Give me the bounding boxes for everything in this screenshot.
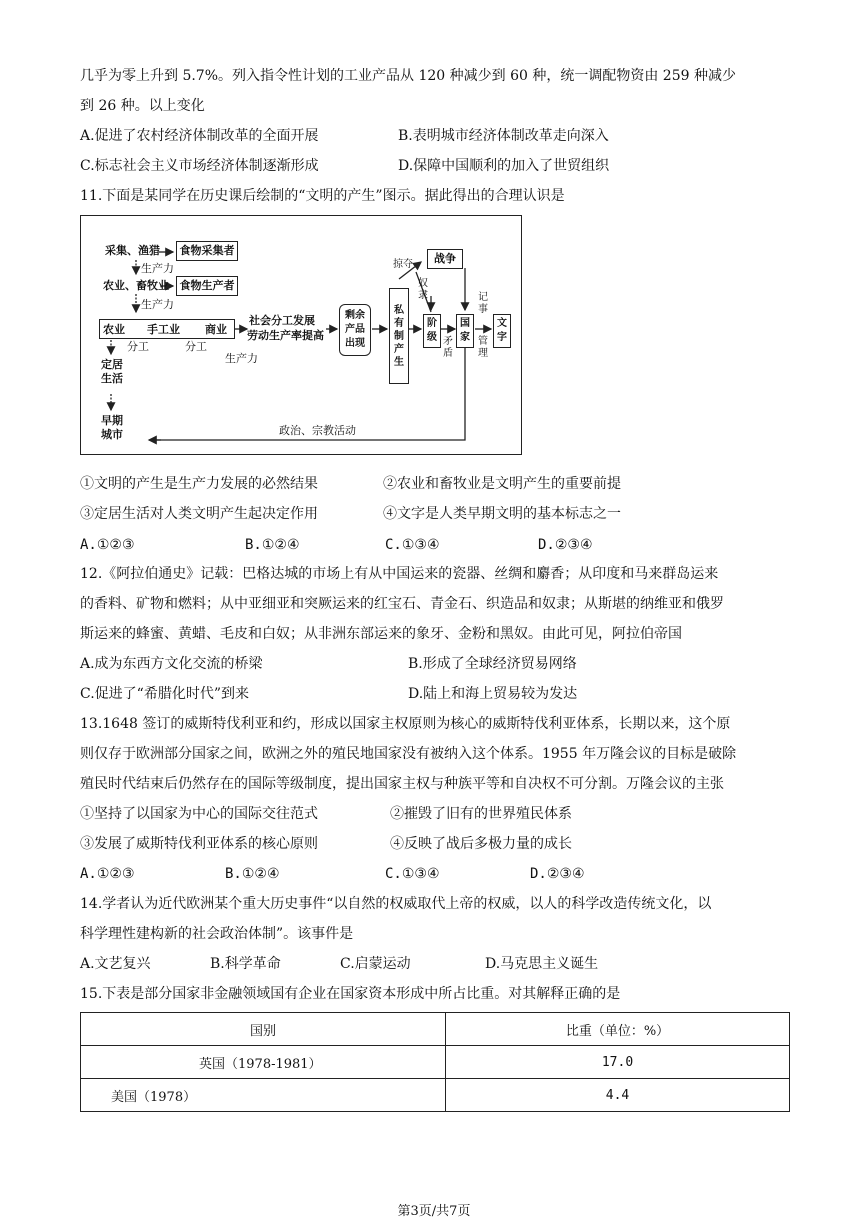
q13-line3: 殖民时代结束后仍然存在的国际等级制度，提出国家主权与种族平等和自决权不可分割。万隆会议的主张 (80, 776, 724, 792)
table-row (81, 1079, 790, 1112)
civilization-diagram (80, 215, 522, 455)
table-header-share: 比重（单位：%） (446, 1013, 790, 1046)
q13-line1: 13.1648 签订的威斯特伐利亚和约，形成以国家主权原则为核心的威斯特伐利亚体系，长期以来，这个原 (80, 716, 731, 732)
division-label-1: 分工 (127, 340, 149, 353)
q13-statement-4: ④反映了战后多极力量的成长 (390, 836, 572, 852)
q10-line1: 几乎为零上升到 5.7%。列入指令性计划的工业产品从 120 种减少到 60 种，统一调配物资由 259 种减少 (80, 68, 736, 84)
q11-option-a: A.①②③ (80, 537, 135, 553)
q11-stem: 11.下面是某同学在历史课后绘制的“文明的产生”图示。据此得出的合理认识是 (80, 188, 565, 204)
politics-religion-label: 政治、宗教活动 (279, 424, 356, 437)
agri-herd-label: 农业、畜牧业 (103, 279, 169, 292)
q13-option-b: B.①②④ (225, 866, 280, 882)
class-box: 阶级 (423, 314, 441, 348)
contradiction-label: 矛盾 (443, 336, 453, 359)
q10-option-b: B.表明城市经济体制改革走向深入 (398, 128, 609, 144)
war-box: 战争 (427, 249, 463, 269)
q10-option-c: C.标志社会主义市场经济体制逐渐形成 (80, 158, 319, 174)
productivity-label-3: 生产力 (225, 352, 258, 365)
table-header-country: 国别 (81, 1013, 446, 1046)
manage-label: 管理 (478, 336, 488, 359)
commerce-label: 商业 (205, 323, 227, 336)
table-cell-country: 美国（1978） (81, 1079, 446, 1112)
q14-line1: 14.学者认为近代欧洲某个重大历史事件“以自然的权威取代上帝的权威，以人的科学改造传统文化，以 (80, 896, 712, 912)
private-ownership-box: 私有制产生 (389, 288, 409, 384)
q11-option-d: D.②③④ (538, 537, 593, 553)
q10-option-a: A.促进了农村经济体制改革的全面开展 (80, 128, 319, 144)
q12-line3: 斯运来的蜂蜜、黄蜡、毛皮和白奴；从非洲东部运来的象牙、金粉和黑奴。由此可见，阿拉伯帝国 (80, 626, 682, 642)
q13-option-a: A.①②③ (80, 866, 135, 882)
q11-statement-1: ①文明的产生是生产力发展的必然结果 (80, 476, 318, 492)
page-footer: 第3页/共7页 (397, 1204, 471, 1219)
slave-label: 奴隶 (418, 278, 428, 301)
q10-line2: 到 26 种。以上变化 (80, 98, 205, 114)
q11-option-b: B.①②④ (245, 537, 300, 553)
table-cell-share: 17.0 (446, 1046, 790, 1079)
table-header-row (81, 1013, 790, 1046)
productivity-label-1: 生产力 (141, 262, 174, 275)
q13-option-c: C.①③④ (385, 866, 440, 882)
q11-statement-2: ②农业和畜牧业是文明产生的重要前提 (383, 476, 621, 492)
q10-option-d: D.保障中国顺利的加入了世贸组织 (398, 158, 610, 174)
surplus-box: 剩余产品出现 (339, 304, 371, 356)
plunder-label: 掠夺 (393, 259, 413, 270)
state-enterprise-table (80, 1012, 790, 1112)
food-collector-box: 食物采集者 (176, 241, 238, 261)
productivity-rise-label: 劳动生产率提高 (247, 329, 324, 342)
q11-statement-3: ③定居生活对人类文明产生起决定作用 (80, 506, 318, 522)
q14-option-d: D.马克思主义诞生 (485, 956, 599, 972)
table-cell-country: 英国（1978-1981） (81, 1046, 446, 1079)
social-division-label: 社会分工发展 (249, 314, 315, 327)
q14-option-b: B.科学革命 (210, 956, 281, 972)
q13-statement-3: ③发展了威斯特伐利亚体系的核心原则 (80, 836, 318, 852)
q14-line2: 科学理性建构新的社会政治体制”。该事件是 (80, 926, 354, 942)
q12-option-d: D.陆上和海上贸易较为发达 (408, 686, 578, 702)
food-producer-box: 食物生产者 (176, 276, 238, 296)
state-box: 国家 (456, 314, 474, 348)
q12-option-a: A.成为东西方文化交流的桥梁 (80, 656, 263, 672)
writing-box: 文字 (493, 314, 511, 348)
q12-option-b: B.形成了全球经济贸易网络 (408, 656, 577, 672)
productivity-label-2: 生产力 (141, 298, 174, 311)
q12-line1: 12.《阿拉伯通史》记载：巴格达城的市场上有从中国运来的瓷器、丝绸和麝香；从印度和马来群岛运来 (80, 566, 719, 582)
q14-option-a: A.文艺复兴 (80, 956, 151, 972)
record-label: 记事 (478, 292, 488, 315)
table-cell-share: 4.4 (446, 1079, 790, 1112)
q13-line2: 则仅存于欧洲部分国家之间，欧洲之外的殖民地国家没有被纳入这个体系。1955 年万隆会议的目标是破除 (80, 746, 737, 762)
q13-option-d: D.②③④ (530, 866, 585, 882)
q11-option-c: C.①③④ (385, 537, 440, 553)
q12-line2: 的香料、矿物和燃料；从中亚细亚和突厥运来的红宝石、青金石、织造品和奴隶；从斯堪的纳维亚和俄罗 (80, 596, 724, 612)
early-city-label: 早期城市 (101, 414, 123, 441)
handicraft-label: 手工业 (147, 323, 180, 336)
gather-label: 采集、渔猎 (105, 244, 160, 257)
table-row (81, 1046, 790, 1079)
q13-statement-1: ①坚持了以国家为中心的国际交往范式 (80, 806, 318, 822)
division-label-2: 分工 (185, 340, 207, 353)
q15-stem: 15.下表是部分国家非金融领域国有企业在国家资本形成中所占比重。对其解释正确的是 (80, 986, 621, 1002)
q13-statement-2: ②摧毁了旧有的世界殖民体系 (390, 806, 572, 822)
settle-label: 定居生活 (101, 358, 123, 385)
q14-option-c: C.启蒙运动 (340, 956, 411, 972)
q11-statement-4: ④文字是人类早期文明的基本标志之一 (383, 506, 621, 522)
agri-label: 农业 (103, 323, 125, 336)
q12-option-c: C.促进了“希腊化时代”到来 (80, 686, 249, 702)
